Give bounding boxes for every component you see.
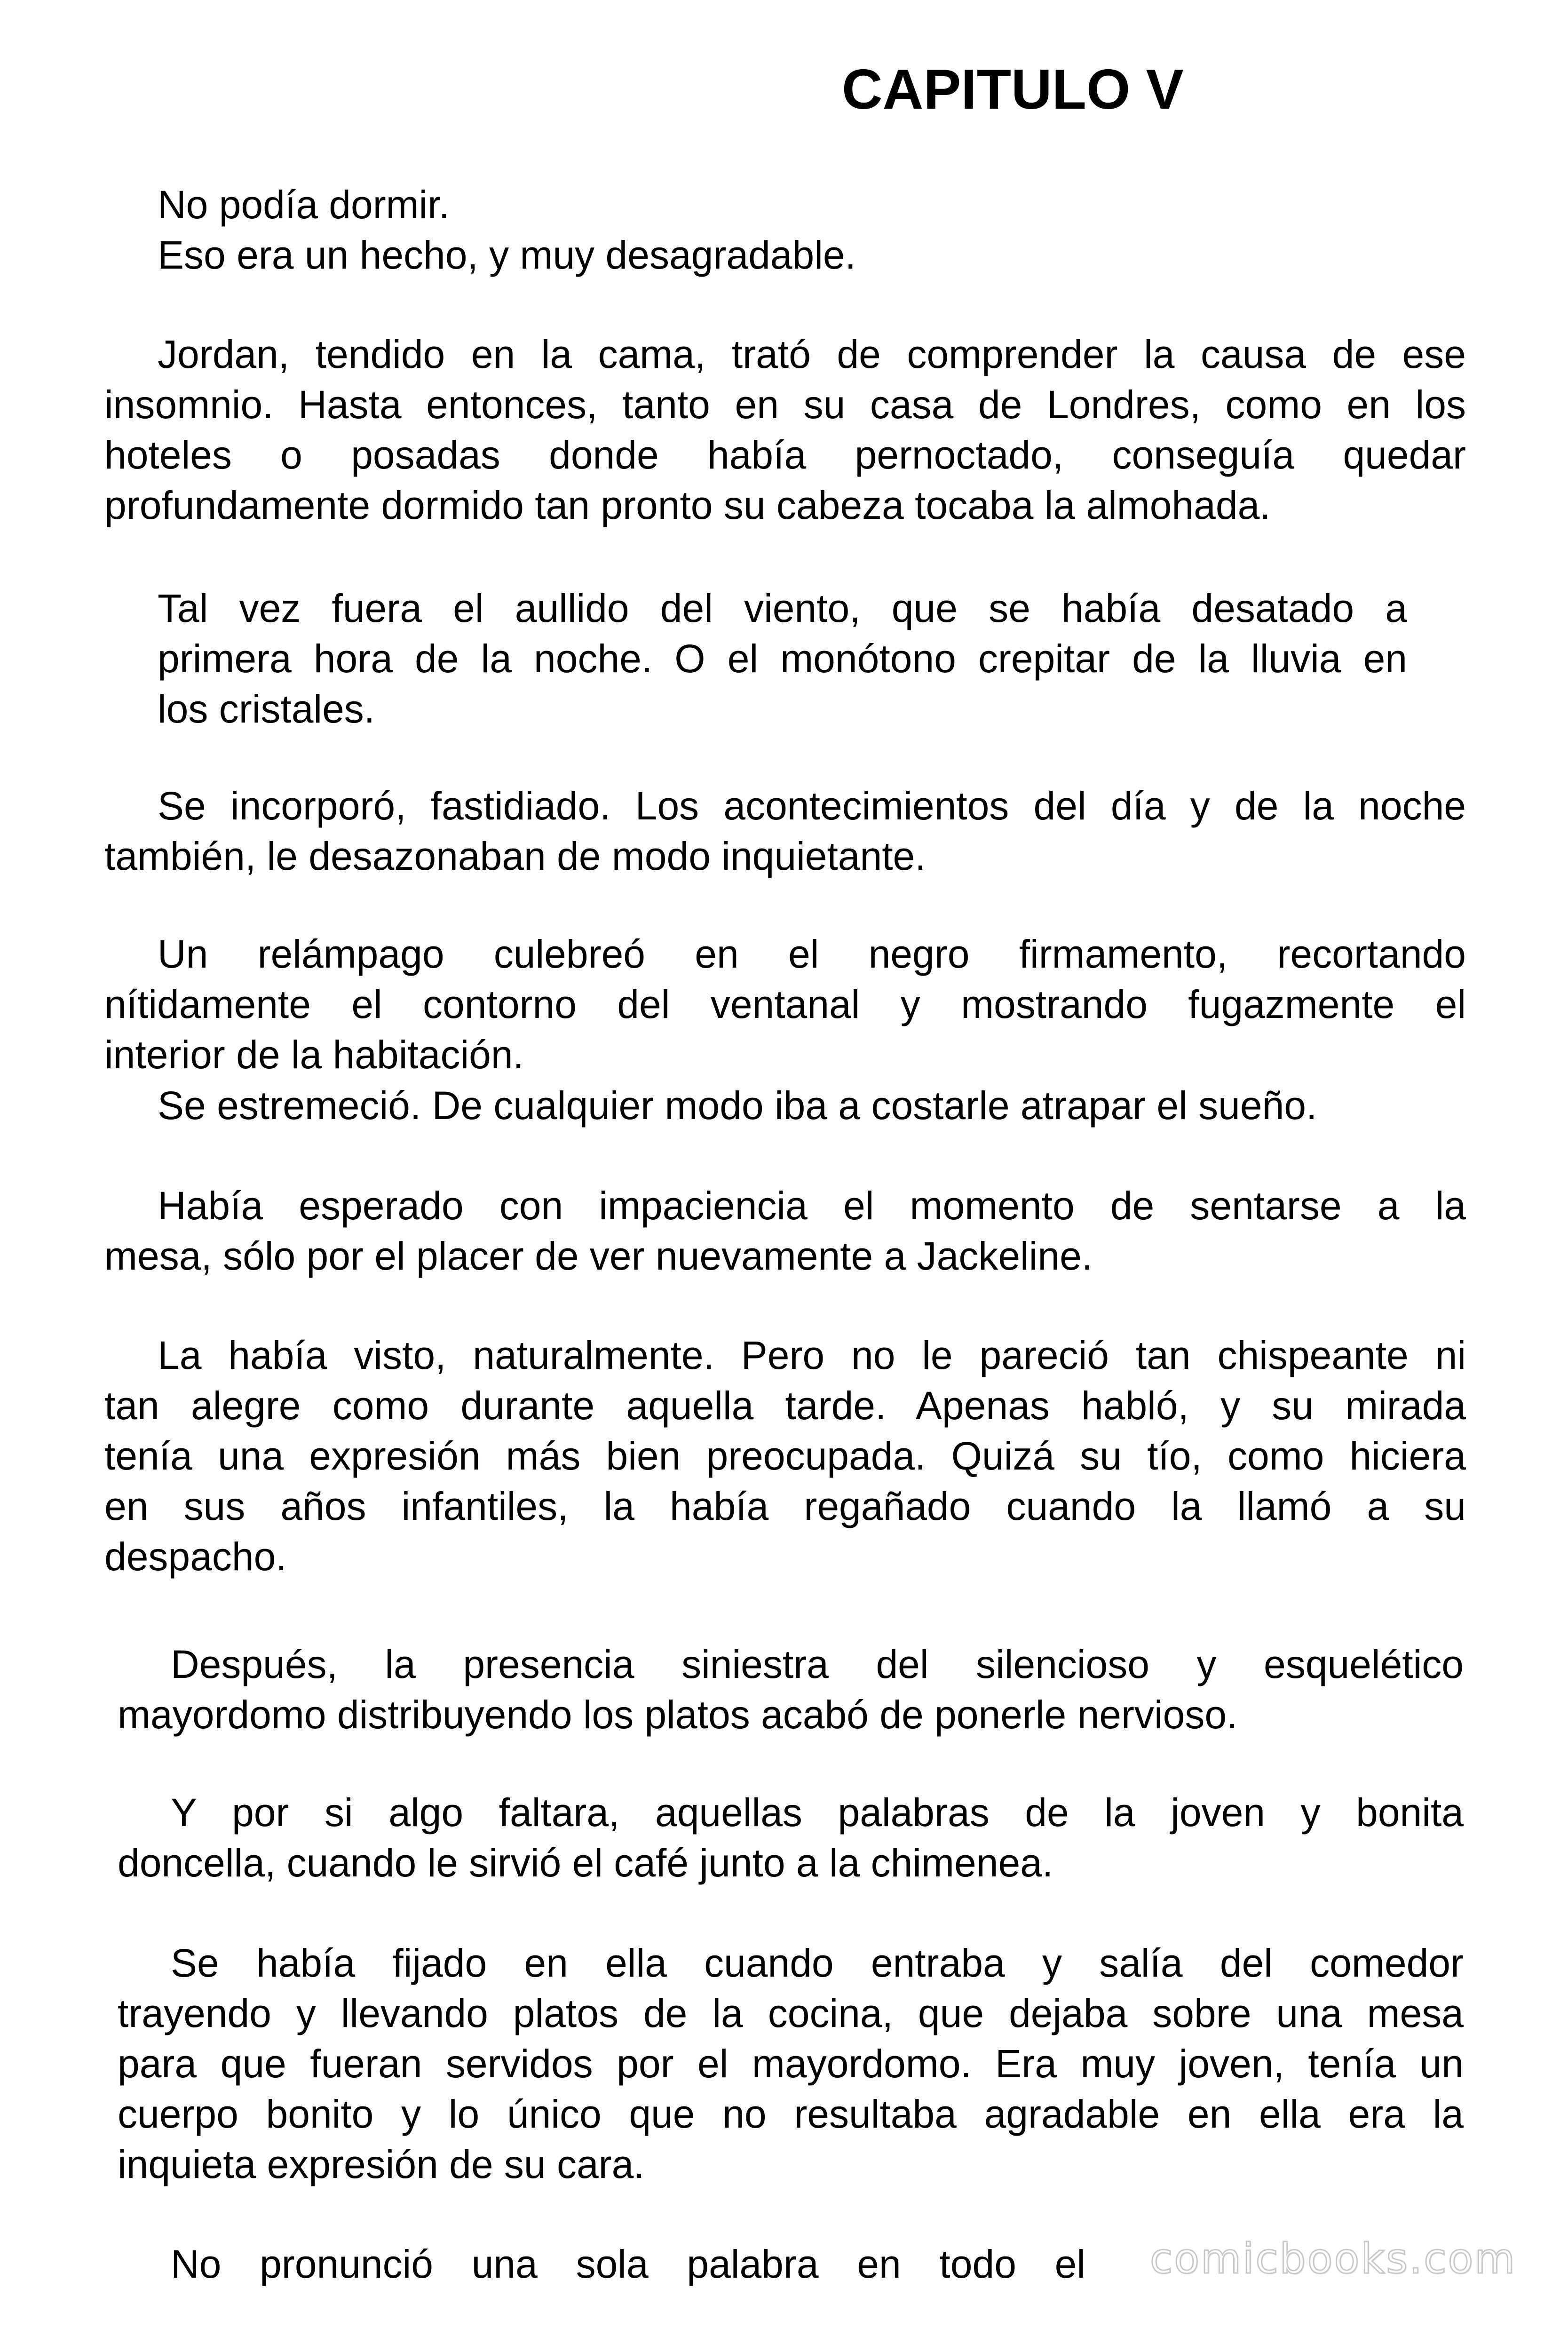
text-line: para que fueran servidos por el mayordomo. Era muy joven, tenía un xyxy=(118,2042,1464,2086)
text-line: en sus años infantiles, la había regañado cuando la llamó a su xyxy=(104,1484,1466,1528)
text-line: tan alegre como durante aquella tarde. Apenas habló, y su mirada xyxy=(104,1383,1466,1428)
watermark-logo: comicbooks.com xyxy=(1150,2234,1517,2283)
text-line: también, le desazonaban de modo inquietante. xyxy=(104,834,926,878)
text-line: los cristales. xyxy=(158,687,375,731)
text-line: Se había fijado en ella cuando entraba y salía del comedor xyxy=(171,1941,1464,1985)
paragraph xyxy=(104,329,1466,531)
text-line: mesa, sólo por el placer de ver nuevamente a Jackeline. xyxy=(104,1234,1093,1278)
paragraph xyxy=(158,583,1407,734)
text-line: Después, la presencia siniestra del silencioso y esquelético xyxy=(171,1642,1464,1686)
text-line: No pronunció una sola palabra en todo el xyxy=(171,2242,1085,2286)
text-line: trayendo y llevando platos de la cocina, que dejaba sobre una mesa xyxy=(118,1991,1464,2035)
text-line: despacho. xyxy=(104,1534,287,1579)
chapter-title: CAPITULO V xyxy=(842,58,1184,121)
paragraph xyxy=(104,781,1466,882)
text-line: interior de la habitación. xyxy=(104,1033,524,1077)
text-line: La había visto, naturalmente. Pero no le pareció tan chispeante ni xyxy=(158,1333,1466,1377)
text-line: Se incorporó, fastidiado. Los acontecimientos del día y de la noche xyxy=(158,784,1466,828)
paragraph xyxy=(118,1788,1464,1888)
paragraph xyxy=(158,1081,1466,1131)
text-line: Había esperado con impaciencia el momento de sentarse a la xyxy=(158,1184,1466,1228)
text-line: nítidamente el contorno del ventanal y mostrando fugazmente el xyxy=(104,982,1466,1026)
paragraph xyxy=(171,2239,1085,2289)
text-line: No podía dormir. xyxy=(158,183,450,227)
text-line: hoteles o posadas donde había pernoctado, conseguía quedar xyxy=(104,433,1466,477)
text-line: Tal vez fuera el aullido del viento, que se había desatado a xyxy=(158,586,1407,630)
text-line: doncella, cuando le sirvió el café junto a la chimenea. xyxy=(118,1841,1053,1885)
paragraph xyxy=(118,1938,1464,2190)
text-line: Jordan, tendido en la cama, trató de comprender la causa de ese xyxy=(158,332,1466,376)
text-line: Un relámpago culebreó en el negro firmamento, recortando xyxy=(158,932,1466,976)
text-line: inquieta expresión de su cara. xyxy=(118,2142,645,2186)
paragraph xyxy=(118,1639,1464,1740)
text-line: cuerpo bonito y lo único que no resultaba agradable en ella era la xyxy=(118,2092,1464,2136)
text-line: tenía una expresión más bien preocupada. Quizá su tío, como hiciera xyxy=(104,1434,1466,1478)
text-line: mayordomo distribuyendo los platos acabó de ponerle nervioso. xyxy=(118,1692,1238,1737)
text-line: insomnio. Hasta entonces, tanto en su casa de Londres, como en los xyxy=(104,382,1466,427)
text-line: Se estremeció. De cualquier modo iba a costarle atrapar el sueño. xyxy=(158,1083,1317,1128)
text-line: Eso era un hecho, y muy desagradable. xyxy=(158,233,856,277)
paragraph xyxy=(158,230,1474,280)
paragraph xyxy=(104,1330,1466,1582)
paragraph xyxy=(158,180,1474,230)
text-line: profundamente dormido tan pronto su cabeza tocaba la almohada. xyxy=(104,483,1271,527)
paragraph xyxy=(104,1181,1466,1281)
text-line: primera hora de la noche. O el monótono crepitar de la lluvia en xyxy=(158,636,1407,681)
paragraph xyxy=(104,929,1466,1080)
text-line: Y por si algo faltara, aquellas palabras de la joven y bonita xyxy=(171,1790,1464,1835)
